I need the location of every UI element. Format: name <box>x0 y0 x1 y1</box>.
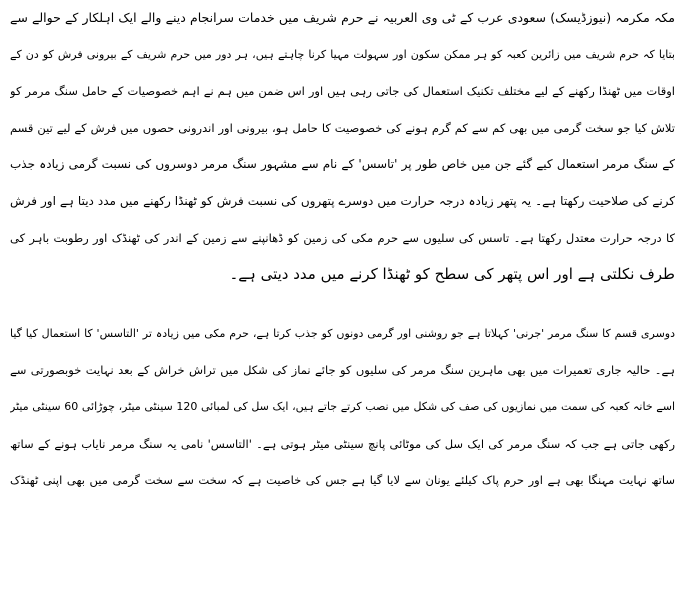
text-line: اسے خانہ کعبہ کی سمت میں نمازیوں کی صف کی شکل میں نصب کرتے جاتے ہیں، ایک سل کی لمبائی 120 سینٹی میٹر، چوڑائی 60 سینٹی میٹر <box>10 399 675 413</box>
paragraph-2 <box>10 316 675 499</box>
text-line: رکھی جاتی ہے جب کہ سنگ مرمر کی ایک سل کی موٹائی پانچ سینٹی میٹر ہوتی ہے۔ 'التاسس' نامی یہ سنگ مرمر نایاب ہونے کے ساتھ <box>10 436 675 451</box>
text-line: مکہ مکرمہ (نیوزڈیسک) سعودی عرب کے ٹی وی العربیہ نے حرم شریف میں خدمات سرانجام دینے والے ایک اہلکار کے حوالے سے <box>10 10 675 25</box>
paragraph-1 <box>10 0 675 293</box>
text-line: تلاش کیا جو سخت گرمی میں بھی کم سے کم گرم ہونے کی خصوصیت کا حامل ہو، بیرونی اور اندرونی حصوں میں فرش کے لیے تین قسم <box>10 120 675 135</box>
text-line: ساتھ نہایت مہنگا بھی ہے اور حرم پاک کیلئے یونان سے لایا گیا ہے جس کی خاصیت ہے کہ سخت سے سخت گرمی میں بھی اپنی ٹھنڈک <box>10 473 675 488</box>
text-line: کا درجہ حرارت معتدل رکھتا ہے۔ تاسس کی سلیوں سے حرم مکی کی زمین کو ڈھانپنے سے زمین کے اندر کی ٹھنڈک اور رطوبت باہر کی <box>10 230 675 245</box>
text-line: اوقات میں ٹھنڈا رکھنے کے لیے مختلف تکنیک استعمال کی جاتی رہی ہیں اور اس ضمن میں ہم نے اہم خصوصیات کے حامل سنگ مرمر کو <box>10 84 675 99</box>
text-line: بتایا کہ حرم شریف میں زائرین کعبہ کو ہر ممکن سکون اور سہولت مہیا کرنا چاہتے ہیں، ہر دور میں حرم شریف کے بیرونی فرش کو دن کے <box>10 47 675 61</box>
article-body <box>10 0 675 499</box>
text-line: طرف نکلتی ہے اور اس پتھر کی سطح کو ٹھنڈا کرنے میں مدد دیتی ہے۔ <box>229 265 675 284</box>
text-line: دوسری قسم کا سنگ مرمر 'جرنی' کہلاتا ہے جو روشنی اور گرمی دونوں کو جذب کرتا ہے، حرم مکی میں زیادہ تر 'التاسس' کا استعمال کیا گیا <box>10 326 675 340</box>
text-line: ہے۔ حالیہ جاری تعمیرات میں بھی ماہرین سنگ مرمر کی سلیوں کو جائے نماز کی شکل میں تراش خراش کے بعد نہایت خوبصورتی سے <box>10 363 675 378</box>
text-line: کے سنگ مرمر استعمال کیے گئے جن میں خاص طور پر 'تاسس' کے نام سے مشہور سنگ مرمر دوسروں کی نسبت گرمی زیادہ جذب <box>10 157 675 172</box>
text-line: کرنے کی صلاحیت رکھتا ہے۔ یہ پتھر زیادہ درجہ حرارت میں دوسرے پتھروں کی نسبت فرش کو ٹھنڈا رکھنے میں مدد دیتا ہے اور فرش <box>10 193 675 208</box>
paragraph-spacer <box>10 293 675 316</box>
